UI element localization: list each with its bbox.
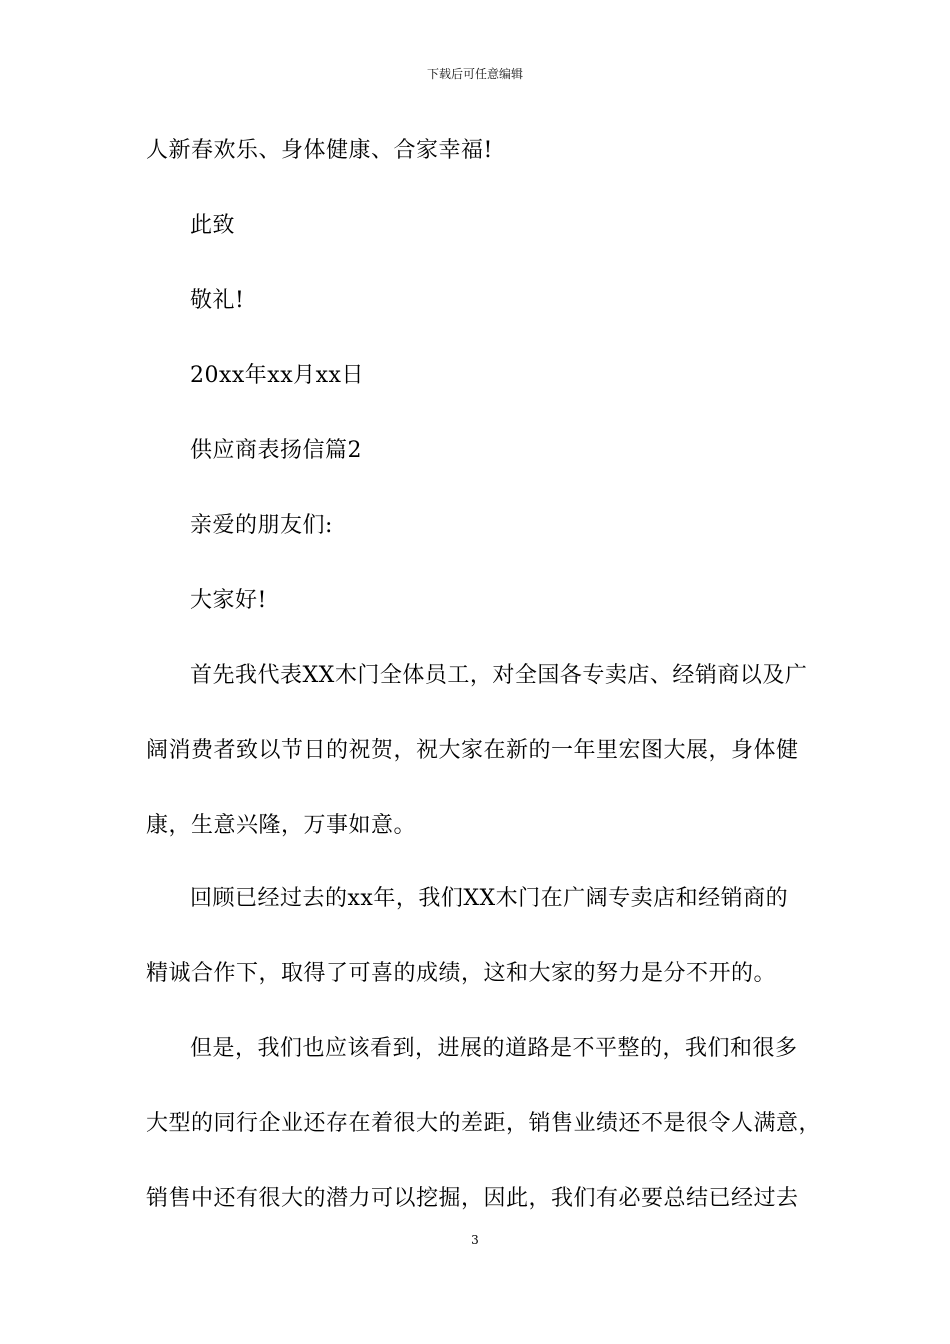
paragraph-line: 首先我代表XX木门全体员工，对全国各专卖店、经销商以及广 xyxy=(190,663,808,688)
page-header: 下载后可任意编辑 xyxy=(426,67,523,81)
paragraph-line: 回顾已经过去的xx年，我们XX木门在广阔专卖店和经销商的 xyxy=(190,886,789,911)
letter-date: 20xx年xx月xx日 xyxy=(190,363,364,388)
greeting-hello: 大家好! xyxy=(190,588,267,613)
paragraph-line: 销售中还有很大的潜力可以挖掘，因此，我们有必要总结已经过去 xyxy=(146,1186,799,1211)
body-line: 人新春欢乐、身体健康、合家幸福! xyxy=(146,138,493,163)
closing-salutation: 此致 xyxy=(190,213,236,238)
page-number: 3 xyxy=(471,1233,479,1247)
section-title: 供应商表扬信篇2 xyxy=(190,438,362,463)
closing-regards: 敬礼! xyxy=(190,288,245,313)
paragraph-line: 大型的同行企业还存在着很大的差距，销售业绩还不是很令人满意， xyxy=(146,1111,822,1136)
paragraph-line: 精诚合作下，取得了可喜的成绩，这和大家的努力是分不开的。 xyxy=(146,961,777,986)
paragraph-line: 阔消费者致以节日的祝贺，祝大家在新的一年里宏图大展，身体健 xyxy=(146,738,799,763)
paragraph-line: 但是，我们也应该看到，进展的道路是不平整的，我们和很多 xyxy=(190,1036,798,1061)
paragraph-line: 康，生意兴隆，万事如意。 xyxy=(146,813,417,838)
greeting: 亲爱的朋友们: xyxy=(190,513,333,538)
